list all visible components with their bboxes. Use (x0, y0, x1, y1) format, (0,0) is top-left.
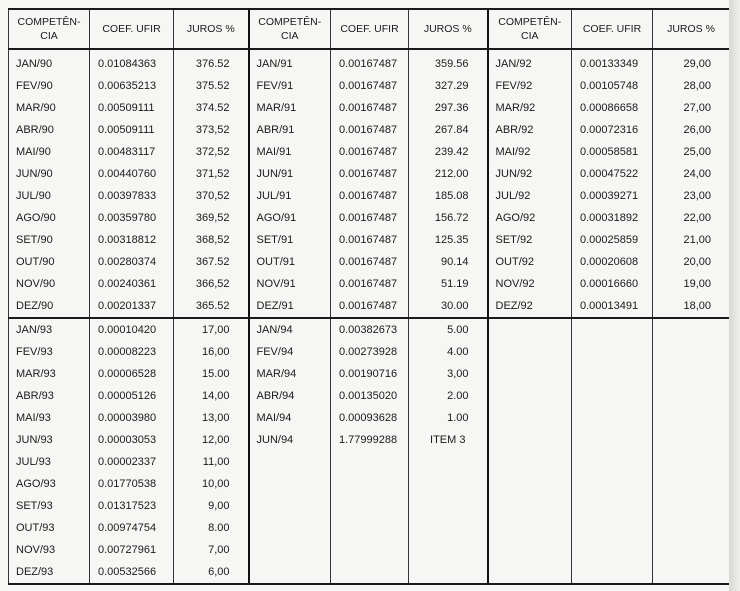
cell-coef-ufir: 0.00003980 (90, 407, 174, 429)
cell-juros: 367.52 (174, 251, 249, 273)
cell-coef-ufir: 0.00167487 (331, 49, 409, 75)
cell-coef-ufir: 0.00273928 (331, 341, 409, 363)
cell-juros: 297.36 (409, 97, 488, 119)
cell-competencia: FEV/92 (488, 75, 572, 97)
cell-competencia: OUT/91 (249, 251, 331, 273)
cell-coef-ufir: 0.00002337 (90, 451, 174, 473)
cell-coef-ufir: 0.00047522 (572, 163, 653, 185)
table-row (9, 141, 730, 163)
cell-coef-ufir: 0.00201337 (90, 295, 174, 318)
cell-juros: 17,00 (174, 318, 249, 341)
cell-competencia: NOV/91 (249, 273, 331, 295)
cell-coef-ufir: 0.00005126 (90, 385, 174, 407)
cell-juros (653, 539, 730, 561)
cell-juros: 18,00 (653, 295, 730, 318)
table-row (9, 49, 730, 75)
cell-juros (653, 429, 730, 451)
table-row (9, 517, 730, 539)
cell-juros: 368,52 (174, 229, 249, 251)
cell-juros: 1.00 (409, 407, 488, 429)
cell-juros: 9,00 (174, 495, 249, 517)
cell-coef-ufir (572, 539, 653, 561)
header-competencia (249, 9, 331, 49)
header-juros: JUROS % (653, 9, 730, 49)
cell-juros: 23,00 (653, 185, 730, 207)
cell-coef-ufir: 0.00240361 (90, 273, 174, 295)
cell-juros (409, 495, 488, 517)
cell-juros: 14,00 (174, 385, 249, 407)
cell-competencia: NOV/93 (9, 539, 90, 561)
cell-competencia: JUN/94 (249, 429, 331, 451)
table-row (9, 251, 730, 273)
cell-coef-ufir (331, 451, 409, 473)
cell-coef-ufir: 0.00509111 (90, 97, 174, 119)
cell-coef-ufir: 0.00058581 (572, 141, 653, 163)
cell-competencia (488, 341, 572, 363)
table-row (9, 163, 730, 185)
cell-competencia (488, 407, 572, 429)
cell-coef-ufir: 0.00013491 (572, 295, 653, 318)
cell-coef-ufir: 0.00167487 (331, 229, 409, 251)
cell-competencia (488, 561, 572, 584)
cell-coef-ufir: 0.00003053 (90, 429, 174, 451)
cell-juros: 13,00 (174, 407, 249, 429)
cell-juros: 125.35 (409, 229, 488, 251)
cell-juros: 25,00 (653, 141, 730, 163)
table-row (9, 451, 730, 473)
cell-juros: 26,00 (653, 119, 730, 141)
cell-juros: 8.00 (174, 517, 249, 539)
cell-juros (653, 561, 730, 584)
cell-competencia: JUL/90 (9, 185, 90, 207)
header-competencia-line: COMPETÊN- (17, 16, 81, 28)
cell-competencia: JUN/92 (488, 163, 572, 185)
cell-competencia (488, 385, 572, 407)
cell-competencia: FEV/93 (9, 341, 90, 363)
cell-juros: 12,00 (174, 429, 249, 451)
cell-juros: 22,00 (653, 207, 730, 229)
cell-coef-ufir (572, 495, 653, 517)
cell-coef-ufir (572, 451, 653, 473)
cell-coef-ufir: 0.00135020 (331, 385, 409, 407)
cell-juros: 6,00 (174, 561, 249, 584)
cell-juros: 28,00 (653, 75, 730, 97)
cell-juros (409, 517, 488, 539)
cell-coef-ufir: 0.00509111 (90, 119, 174, 141)
cell-competencia: JAN/92 (488, 49, 572, 75)
cell-juros: 371,52 (174, 163, 249, 185)
header-competencia-line: CIA (280, 30, 299, 42)
cell-coef-ufir: 0.00483117 (90, 141, 174, 163)
cell-coef-ufir: 0.00105748 (572, 75, 653, 97)
cell-competencia (249, 561, 331, 584)
header-competencia-line: CIA (520, 30, 539, 42)
cell-juros: 185.08 (409, 185, 488, 207)
cell-coef-ufir (572, 363, 653, 385)
cell-coef-ufir: 0.00010420 (90, 318, 174, 341)
cell-coef-ufir (331, 517, 409, 539)
cell-competencia: ABR/92 (488, 119, 572, 141)
cell-coef-ufir: 0.00025859 (572, 229, 653, 251)
cell-competencia: MAR/90 (9, 97, 90, 119)
cell-juros (409, 561, 488, 584)
header-competencia-line: COMPETÊN- (498, 16, 562, 28)
cell-competencia: NOV/90 (9, 273, 90, 295)
cell-coef-ufir: 0.00133349 (572, 49, 653, 75)
cell-competencia (488, 473, 572, 495)
header-competencia (9, 9, 90, 49)
cell-juros: 30.00 (409, 295, 488, 318)
cell-juros: 373,52 (174, 119, 249, 141)
cell-coef-ufir: 0.00167487 (331, 207, 409, 229)
table-row (9, 119, 730, 141)
cell-juros (653, 385, 730, 407)
cell-competencia: DEZ/92 (488, 295, 572, 318)
cell-juros: 365.52 (174, 295, 249, 318)
cell-juros: 7,00 (174, 539, 249, 561)
cell-competencia (249, 539, 331, 561)
cell-coef-ufir (331, 561, 409, 584)
table-row (9, 207, 730, 229)
cell-coef-ufir: 0.00006528 (90, 363, 174, 385)
cell-competencia: MAI/90 (9, 141, 90, 163)
cell-juros: 24,00 (653, 163, 730, 185)
cell-coef-ufir (572, 517, 653, 539)
cell-juros: 327.29 (409, 75, 488, 97)
cell-competencia (488, 539, 572, 561)
cell-competencia: MAI/92 (488, 141, 572, 163)
cell-juros: 239.42 (409, 141, 488, 163)
cell-coef-ufir: 0.00167487 (331, 185, 409, 207)
cell-competencia: JAN/94 (249, 318, 331, 341)
cell-coef-ufir (572, 407, 653, 429)
header-coef-ufir: COEF. UFIR (90, 9, 174, 49)
cell-competencia: OUT/93 (9, 517, 90, 539)
cell-juros: 16,00 (174, 341, 249, 363)
cell-coef-ufir: 0.00167487 (331, 295, 409, 318)
cell-competencia: JAN/93 (9, 318, 90, 341)
cell-juros: 4.00 (409, 341, 488, 363)
cell-juros: 21,00 (653, 229, 730, 251)
cell-coef-ufir: 0.01317523 (90, 495, 174, 517)
table-row (9, 385, 730, 407)
cell-competencia: MAR/91 (249, 97, 331, 119)
cell-competencia: ABR/94 (249, 385, 331, 407)
cell-coef-ufir: 0.00167487 (331, 251, 409, 273)
table-row (9, 97, 730, 119)
cell-juros: 2.00 (409, 385, 488, 407)
cell-competencia: JUN/90 (9, 163, 90, 185)
cell-competencia: DEZ/91 (249, 295, 331, 318)
cell-juros: 27,00 (653, 97, 730, 119)
header-competencia-line: COMPETÊN- (258, 16, 322, 28)
cell-juros: 20,00 (653, 251, 730, 273)
cell-coef-ufir (572, 561, 653, 584)
cell-juros (653, 473, 730, 495)
cell-competencia: JUL/91 (249, 185, 331, 207)
cell-coef-ufir: 0.00167487 (331, 97, 409, 119)
header-competencia-line: CIA (40, 30, 58, 42)
cell-coef-ufir (331, 473, 409, 495)
cell-juros: 375.52 (174, 75, 249, 97)
table-row (9, 363, 730, 385)
cell-competencia (249, 495, 331, 517)
cell-coef-ufir: 0.00167487 (331, 75, 409, 97)
cell-juros: 156.72 (409, 207, 488, 229)
table-row (9, 295, 730, 318)
header-row (9, 9, 730, 49)
cell-juros: 370,52 (174, 185, 249, 207)
cell-juros: 372,52 (174, 141, 249, 163)
cell-competencia: JUL/93 (9, 451, 90, 473)
cell-juros: 51.19 (409, 273, 488, 295)
cell-coef-ufir: 0.01084363 (90, 49, 174, 75)
cell-coef-ufir: 0.00318812 (90, 229, 174, 251)
table-row (9, 185, 730, 207)
cell-coef-ufir (572, 318, 653, 341)
cell-competencia (488, 318, 572, 341)
cell-competencia (488, 451, 572, 473)
cell-coef-ufir: 0.00359780 (90, 207, 174, 229)
header-juros: JUROS % (174, 9, 249, 49)
cell-coef-ufir (572, 473, 653, 495)
table-row (9, 229, 730, 251)
cell-competencia (249, 473, 331, 495)
cell-juros: 3,00 (409, 363, 488, 385)
table-row (9, 561, 730, 584)
cell-coef-ufir (572, 429, 653, 451)
cell-coef-ufir: 0.00382673 (331, 318, 409, 341)
cell-competencia (249, 517, 331, 539)
table-row (9, 318, 730, 341)
cell-competencia: SET/93 (9, 495, 90, 517)
cell-competencia: JAN/90 (9, 49, 90, 75)
cell-competencia (488, 495, 572, 517)
scan-edge (729, 0, 740, 591)
table-row (9, 341, 730, 363)
cell-coef-ufir: 0.00532566 (90, 561, 174, 584)
cell-coef-ufir: 0.00086658 (572, 97, 653, 119)
table-row (9, 539, 730, 561)
cell-competencia: ABR/90 (9, 119, 90, 141)
cell-coef-ufir: 0.00039271 (572, 185, 653, 207)
cell-coef-ufir (572, 341, 653, 363)
cell-competencia: SET/90 (9, 229, 90, 251)
cell-competencia: JUN/93 (9, 429, 90, 451)
cell-juros: 212.00 (409, 163, 488, 185)
cell-juros (653, 495, 730, 517)
cell-competencia: FEV/91 (249, 75, 331, 97)
cell-juros (653, 318, 730, 341)
table-row (9, 473, 730, 495)
cell-coef-ufir: 0.00397833 (90, 185, 174, 207)
table-row (9, 273, 730, 295)
cell-juros: 369,52 (174, 207, 249, 229)
cell-competencia: MAI/91 (249, 141, 331, 163)
cell-juros (653, 363, 730, 385)
cell-juros (653, 517, 730, 539)
cell-coef-ufir: 0.00008223 (90, 341, 174, 363)
cell-coef-ufir: 0.00635213 (90, 75, 174, 97)
cell-juros (653, 341, 730, 363)
cell-juros (409, 451, 488, 473)
cell-juros: 19,00 (653, 273, 730, 295)
cell-competencia: MAI/93 (9, 407, 90, 429)
cell-coef-ufir: 0.00167487 (331, 163, 409, 185)
cell-coef-ufir: 0.00167487 (331, 119, 409, 141)
cell-competencia: JUL/92 (488, 185, 572, 207)
cell-competencia: OUT/90 (9, 251, 90, 273)
cell-juros: 29,00 (653, 49, 730, 75)
cell-coef-ufir: 0.00190716 (331, 363, 409, 385)
cell-coef-ufir: 0.00440760 (90, 163, 174, 185)
header-competencia (488, 9, 572, 49)
cell-coef-ufir (572, 385, 653, 407)
cell-juros (409, 473, 488, 495)
cell-coef-ufir: 0.01770538 (90, 473, 174, 495)
cell-competencia: OUT/92 (488, 251, 572, 273)
cell-juros (653, 451, 730, 473)
cell-juros: 15.00 (174, 363, 249, 385)
cell-juros: ITEM 3 (409, 429, 488, 451)
cell-juros: 90.14 (409, 251, 488, 273)
cell-coef-ufir: 0.00016660 (572, 273, 653, 295)
cell-competencia: NOV/92 (488, 273, 572, 295)
cell-coef-ufir: 0.00020608 (572, 251, 653, 273)
cell-coef-ufir: 0.00974754 (90, 517, 174, 539)
cell-competencia (488, 517, 572, 539)
cell-competencia: DEZ/90 (9, 295, 90, 318)
cell-competencia: FEV/90 (9, 75, 90, 97)
cell-competencia: DEZ/93 (9, 561, 90, 584)
table-row (9, 407, 730, 429)
cell-competencia: MAR/94 (249, 363, 331, 385)
cell-juros: 376.52 (174, 49, 249, 75)
cell-competencia: JUN/91 (249, 163, 331, 185)
cell-coef-ufir (331, 539, 409, 561)
cell-juros: 5.00 (409, 318, 488, 341)
cell-juros: 11,00 (174, 451, 249, 473)
cell-juros: 267.84 (409, 119, 488, 141)
table-row (9, 75, 730, 97)
cell-competencia: AGO/92 (488, 207, 572, 229)
cell-juros (409, 539, 488, 561)
cell-coef-ufir: 0.00031892 (572, 207, 653, 229)
cell-competencia: AGO/90 (9, 207, 90, 229)
cell-juros (653, 407, 730, 429)
cell-competencia: ABR/91 (249, 119, 331, 141)
ufir-interest-table (8, 8, 730, 585)
cell-coef-ufir: 0.00093628 (331, 407, 409, 429)
cell-competencia: AGO/93 (9, 473, 90, 495)
header-juros: JUROS % (409, 9, 488, 49)
cell-coef-ufir: 0.00280374 (90, 251, 174, 273)
cell-competencia: MAR/93 (9, 363, 90, 385)
cell-juros: 366,52 (174, 273, 249, 295)
cell-juros: 10,00 (174, 473, 249, 495)
cell-coef-ufir (331, 495, 409, 517)
table-row (9, 495, 730, 517)
cell-coef-ufir: 1.77999288 (331, 429, 409, 451)
cell-coef-ufir: 0.00727961 (90, 539, 174, 561)
cell-coef-ufir: 0.00167487 (331, 141, 409, 163)
cell-competencia: MAI/94 (249, 407, 331, 429)
cell-competencia: AGO/91 (249, 207, 331, 229)
cell-coef-ufir: 0.00167487 (331, 273, 409, 295)
cell-competencia: JAN/91 (249, 49, 331, 75)
cell-juros: 374.52 (174, 97, 249, 119)
cell-competencia (249, 451, 331, 473)
table-row (9, 429, 730, 451)
header-coef-ufir: COEF. UFIR (572, 9, 653, 49)
cell-competencia: ABR/93 (9, 385, 90, 407)
cell-competencia: SET/92 (488, 229, 572, 251)
cell-competencia (488, 429, 572, 451)
cell-competencia: FEV/94 (249, 341, 331, 363)
header-coef-ufir: COEF. UFIR (331, 9, 409, 49)
cell-competencia (488, 363, 572, 385)
cell-competencia: MAR/92 (488, 97, 572, 119)
cell-juros: 359.56 (409, 49, 488, 75)
cell-competencia: SET/91 (249, 229, 331, 251)
cell-coef-ufir: 0.00072316 (572, 119, 653, 141)
